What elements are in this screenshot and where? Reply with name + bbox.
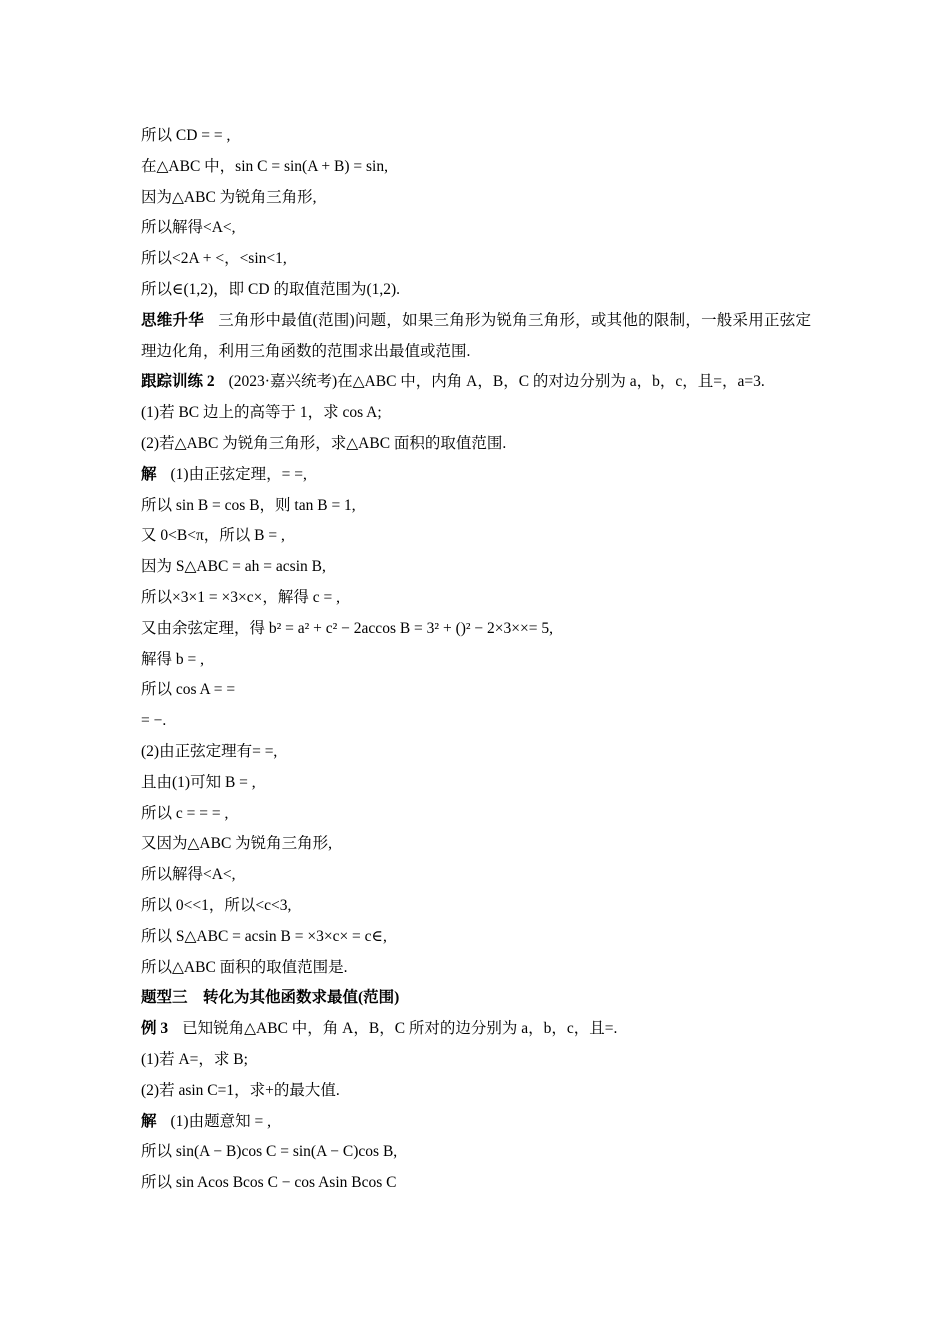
text-line: 所以解得<A<, — [141, 219, 236, 237]
text-line: 又由余弦定理，得 b² = a² + c² − 2accos B = 3² + ()² − 2×3××= 5, — [141, 619, 553, 637]
text-line: 所以 c = = = , — [141, 804, 229, 822]
text-line: = −. — [141, 712, 167, 730]
labeled-paragraph — [141, 1014, 811, 1045]
text-line: 所以 S△ABC = acsin B = ×3×c× = c∈, — [141, 927, 387, 945]
paragraph-text: (2023·嘉兴统考)在△ABC 中，内角 A，B，C 的对边分别为 a，b，c，且=，a=3. — [228, 373, 765, 391]
text-line: 且由(1)可知 B = , — [141, 773, 256, 791]
labeled-paragraph — [141, 367, 811, 398]
text-line: 又因为△ABC 为锐角三角形, — [141, 835, 333, 853]
text-line: 所以△ABC 面积的取值范围是. — [141, 958, 348, 976]
labeled-paragraph — [141, 1107, 811, 1138]
text-line: 所以解得<A<, — [141, 866, 236, 884]
paragraph-label: 解 — [141, 465, 157, 483]
text-line: 所以 sin(A − B)cos C = sin(A − C)cos B, — [141, 1143, 398, 1161]
paragraph-text: (1)由正弦定理，= =, — [170, 465, 307, 483]
text-line: (2)若 asin C=1，求+的最大值. — [141, 1081, 340, 1099]
text-line: (2)由正弦定理有= =, — [141, 742, 278, 760]
text-line: 解得 b = , — [141, 650, 204, 668]
text-line: 所以×3×1 = ×3×c×，解得 c = , — [141, 588, 340, 606]
labeled-paragraph — [141, 306, 811, 368]
labeled-paragraph — [141, 460, 811, 491]
text-line: 所以 CD = = , — [141, 127, 231, 144]
text-line: 因为△ABC 为锐角三角形, — [141, 188, 317, 206]
text-line: 所以 sin B = cos B，则 tan B = 1, — [141, 496, 356, 514]
text-line: 所以 0<<1，所以<c<3, — [141, 896, 292, 914]
text-line: 又 0<B<π，所以 B = , — [141, 527, 285, 545]
text-line: (2)若△ABC 为锐角三角形，求△ABC 面积的取值范围. — [141, 434, 507, 452]
document-body — [141, 121, 811, 1199]
paragraph-text: 已知锐角△ABC 中，角 A，B，C 所对的边分别为 a，b，c，且=. — [182, 1020, 618, 1038]
paragraph-label: 跟踪训练 2 — [141, 373, 215, 391]
text-line: 所以 sin Acos Bcos C − cos Asin Bcos C — [141, 1174, 397, 1192]
text-line: 所以∈(1,2)，即 CD 的取值范围为(1,2). — [141, 280, 401, 298]
paragraph-text: 三角形中最值(范围)问题，如果三角形为锐角三角形，或其他的限制，一般采用正弦定理边化角，利用三角函数的范围求出最值或范围. — [141, 311, 811, 360]
text-line: 所以<2A + <，<sin<1, — [141, 250, 287, 268]
text-line: 在△ABC 中，sin C = sin(A + B) = sin, — [141, 157, 388, 175]
paragraph-label: 解 — [141, 1112, 157, 1130]
paragraph-text: (1)由题意知 = , — [170, 1112, 271, 1130]
paragraph-label: 例 3 — [141, 1020, 169, 1038]
text-line: (1)若 BC 边上的高等于 1，求 cos A; — [141, 404, 382, 422]
text-line: 因为 S△ABC = ah = acsin B, — [141, 558, 326, 576]
section-heading: 题型三 转化为其他函数求最值(范围) — [141, 989, 400, 1007]
text-line: (1)若 A=，求 B; — [141, 1050, 248, 1068]
text-line: 所以 cos A = = — [141, 681, 236, 699]
paragraph-label: 思维升华 — [141, 311, 204, 329]
